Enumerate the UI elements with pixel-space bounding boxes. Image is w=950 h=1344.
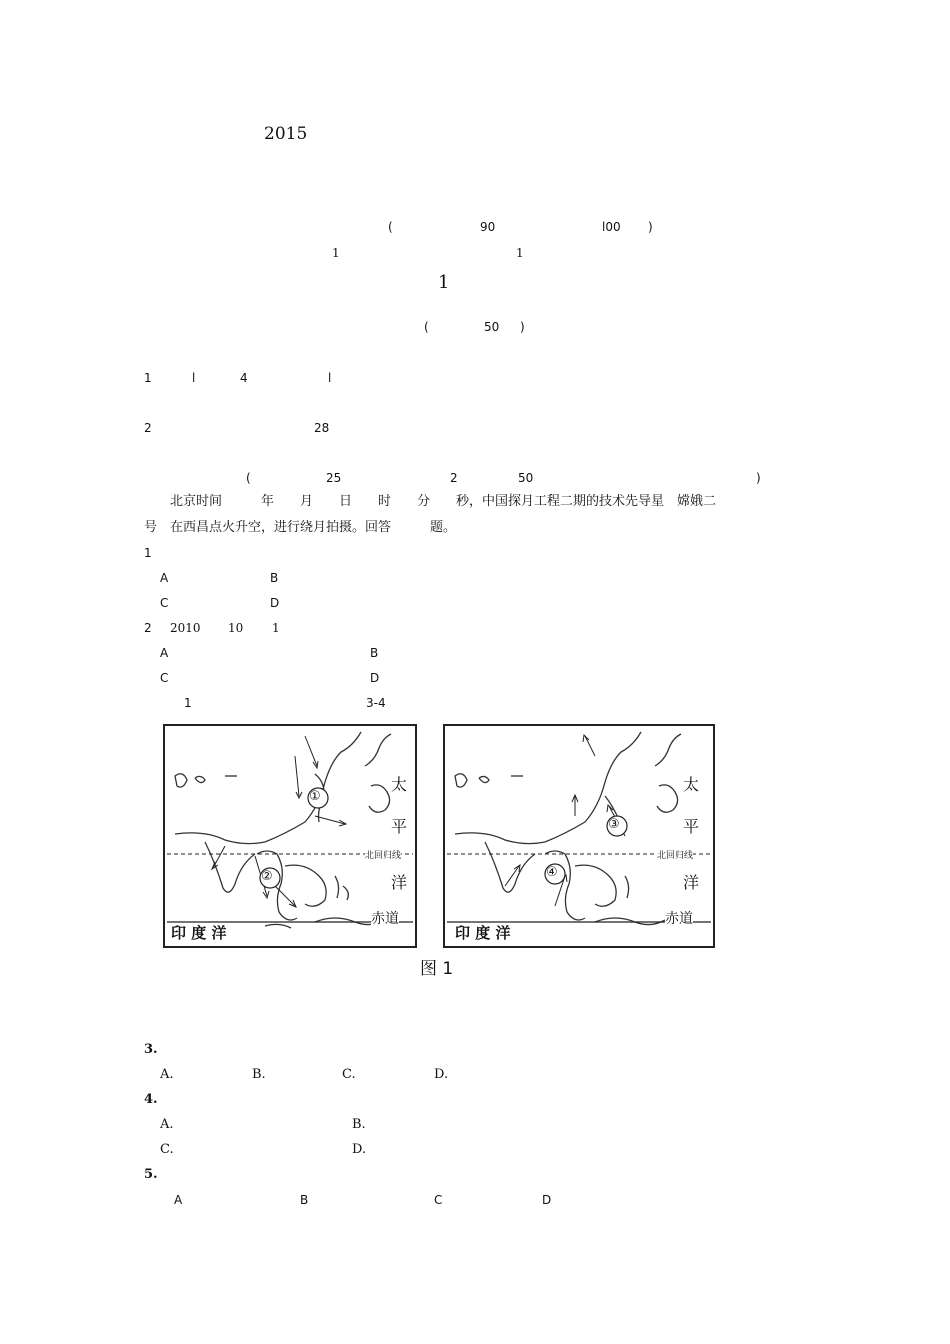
q5-option-a: A bbox=[174, 1193, 183, 1207]
map-right-pacific-3: 洋 bbox=[683, 873, 700, 892]
exam-info-close: ) bbox=[648, 220, 653, 234]
instr-c: 25 bbox=[326, 471, 342, 485]
q4-option-b: B. bbox=[352, 1117, 366, 1132]
figure-caption: 图 1 bbox=[420, 959, 454, 979]
map-left-indian-ocean: 印 度 洋 bbox=[171, 924, 227, 942]
part1-score-value: 50 bbox=[484, 320, 500, 334]
note2-a: 2 bbox=[144, 421, 152, 435]
map-right-pacific-2: 平 bbox=[683, 817, 700, 836]
q2-option-b: B bbox=[370, 646, 379, 660]
figure-1 bbox=[138, 718, 738, 988]
map-left-marker-1: ① bbox=[309, 789, 321, 804]
q2-stem-d: 1 bbox=[272, 621, 280, 635]
q1-option-c: C bbox=[160, 596, 169, 610]
instr-e: 50 bbox=[518, 471, 534, 485]
note1-d: l bbox=[328, 371, 332, 385]
q1-option-d: D bbox=[270, 596, 280, 610]
note2-b: 28 bbox=[314, 421, 330, 435]
instr-f: ) bbox=[756, 471, 761, 485]
q4-option-c: C. bbox=[160, 1142, 174, 1157]
map-left-pacific-3: 洋 bbox=[391, 873, 408, 892]
instr-b: ( bbox=[246, 471, 251, 485]
exam-title: 2015 bbox=[264, 124, 313, 144]
q4-option-d: D. bbox=[352, 1142, 367, 1157]
map-right bbox=[443, 724, 715, 948]
q4-stem: 4. bbox=[144, 1092, 158, 1107]
q5-option-d: D bbox=[542, 1193, 564, 1207]
q2-option-c: C bbox=[160, 671, 169, 685]
q3-option-d: D. bbox=[434, 1067, 449, 1082]
q2-stem-c: 10 bbox=[228, 621, 244, 635]
q3-stem: 3. bbox=[144, 1042, 158, 1057]
map-left-pacific-2: 平 bbox=[391, 817, 408, 836]
note1-c: 4 bbox=[240, 371, 248, 385]
q1-option-b: B bbox=[270, 571, 279, 585]
instr-d: 2 bbox=[450, 471, 458, 485]
map-left-pacific-1: 太 bbox=[391, 775, 408, 794]
exam-time: 90 bbox=[480, 220, 496, 234]
map-right-marker-4: ④ bbox=[546, 865, 558, 880]
part1-score-close: ) bbox=[520, 320, 525, 334]
map-left-marker-2: ② bbox=[261, 869, 273, 884]
q5-option-b: B bbox=[300, 1193, 309, 1207]
part1-heading: 1 bbox=[438, 272, 450, 293]
q2-option-a: A bbox=[160, 646, 169, 660]
fig-intro-b: 1 bbox=[184, 696, 192, 710]
note1-b: l bbox=[192, 371, 196, 385]
map-right-pacific-1: 太 bbox=[683, 775, 700, 794]
q1-stem: 1 bbox=[144, 546, 152, 560]
map-left-tropic-label: 北回归线 bbox=[365, 851, 402, 861]
exam-info-line2-b: 1 bbox=[332, 246, 340, 260]
q2-stem-b: 2010 bbox=[170, 621, 201, 635]
fig-intro-c: 3-4 bbox=[366, 696, 386, 710]
exam-info-line2-c: 1 bbox=[516, 246, 524, 260]
q2-option-d: D bbox=[370, 671, 380, 685]
q2-stem-a: 2 bbox=[144, 621, 152, 635]
map-right-indian-ocean: 印 度 洋 bbox=[455, 924, 511, 942]
passage-line-2: 号 在西昌点火升空，进行绕月拍摄。回答 题。 bbox=[144, 520, 457, 535]
q4-option-a: A. bbox=[160, 1117, 174, 1132]
q5-stem: 5. bbox=[144, 1167, 158, 1182]
map-left bbox=[163, 724, 417, 948]
q1-option-a: A bbox=[160, 571, 169, 585]
q3-option-b: B. bbox=[252, 1067, 266, 1082]
passage-line-1: 北京时间 年 月 日 时 分 秒，中国探月工程二期的技术先导星 嫦娥二 bbox=[170, 494, 717, 509]
map-right-tropic-label: 北回归线 bbox=[657, 851, 694, 861]
note1-a: 1 bbox=[144, 371, 152, 385]
part1-score-open: ( bbox=[424, 320, 429, 334]
exam-info-open: ( bbox=[388, 220, 393, 234]
exam-score: l00 bbox=[602, 220, 621, 234]
map-right-equator-label: 赤道 bbox=[665, 911, 693, 927]
map-right-marker-3: ③ bbox=[608, 817, 620, 832]
map-left-equator-label: 赤道 bbox=[371, 911, 399, 927]
q3-option-a: A. bbox=[160, 1067, 174, 1082]
q3-option-c: C. bbox=[342, 1067, 356, 1082]
q5-option-c: C bbox=[434, 1193, 443, 1207]
